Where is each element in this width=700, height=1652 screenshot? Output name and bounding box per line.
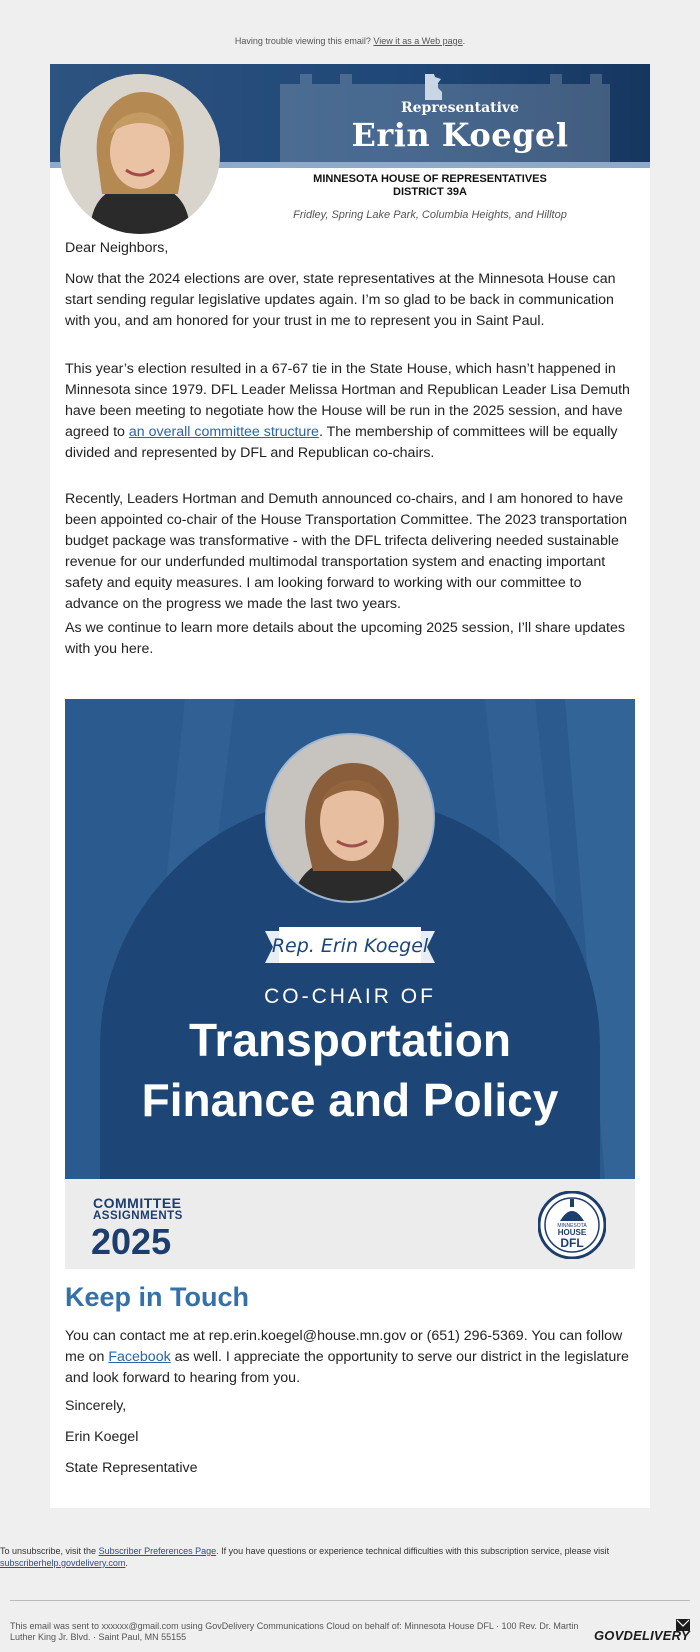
district-towns: Fridley, Spring Lake Park, Columbia Heights, and Hilltop (293, 209, 567, 221)
subscriber-preferences-link[interactable]: Subscriber Preferences Page (98, 1546, 217, 1556)
house-dfl-seal-icon (538, 1191, 606, 1259)
minnesota-state-icon (422, 74, 444, 100)
house-title: MINNESOTA HOUSE OF REPRESENTATIVES (313, 173, 547, 185)
assignments-label: ASSIGNMENTS (93, 1210, 183, 1222)
paragraph-4: As we continue to learn more details about the upcoming 2025 session, I’ll share updates with you here. (65, 620, 625, 657)
district-label: DISTRICT 39A (393, 186, 467, 198)
facebook-link[interactable]: Facebook (108, 1349, 171, 1365)
govdelivery-logo[interactable]: GOVDELIVERY (594, 1628, 690, 1643)
closing: Sincerely, (65, 1398, 127, 1414)
signer-name: Erin Koegel (65, 1429, 139, 1445)
signer-title: State Representative (65, 1460, 198, 1476)
view-web-page-link[interactable]: View it as a Web page (373, 36, 463, 46)
contact-paragraph: You can contact me at rep.erin.koegel@house.mn.gov or (651) 296-5369. You can follow me on Facebook as well. I appreciate the opportunity to serve our district in the legislature and look forward to hearing from you. (65, 1328, 629, 1386)
paragraph-2: This year’s election resulted in a 67-67 tie in the State House, which hasn’t happened in Minnesota since 1979. DFL Leader Melissa Hortman and Republican Leader Lisa Demuth have been meeting to negotiate how the House will be run in the 2025 session, and have agreed to an overall committee structure. The membership of committees will be equally divided and represented by DFL and Republican co-chairs. (65, 361, 630, 461)
svg-text:HOUSE: HOUSE (557, 1228, 587, 1237)
paragraph-1: Now that the 2024 elections are over, state representatives at the Minnesota House can start sending regular legislative updates again. I’m so glad to be back in communication with you, and am honored for your trust in me to represent you in Saint Paul. (65, 271, 616, 329)
paragraph-3: Recently, Leaders Hortman and Demuth announced co-chairs, and I am honored to have been appointed co-chair of the House Transportation Committee. The 2023 transportation budget package was transformative - with the DFL trifecta delivering needed sustainable revenue for our underfunded multimodal transportation system and enacting important safety and equity measures. I am looking forward to working with our committee to advance on the progress we made the last two years. (65, 491, 628, 612)
svg-text:MINNESOTA: MINNESOTA (557, 1223, 587, 1229)
footer-divider (10, 1600, 690, 1601)
ribbon-name: Rep. Erin Koegel (271, 935, 429, 957)
greeting: Dear Neighbors, (65, 240, 169, 256)
committee-label: COMMITTEE (93, 1195, 182, 1211)
sent-to-notice: This email was sent to xxxxxx@gmail.com using GovDelivery Communications Cloud on behalf of: Minnesota House DFL · 100 Rev. Dr. Martin Luther King Jr. Blvd. · Saint Paul, MN 55155 (10, 1621, 579, 1642)
representative-label: Representative (401, 100, 519, 116)
svg-text:DFL: DFL (560, 1236, 584, 1250)
committee-assignments-bar (65, 1179, 635, 1269)
co-chair-label: CO-CHAIR OF (264, 985, 436, 1008)
committee-name-line-1: Transportation (188, 1014, 512, 1066)
representative-name: Erin Koegel (351, 116, 569, 154)
committee-name-line-2: Finance and Policy (141, 1074, 559, 1126)
co-chair-photo (265, 733, 435, 903)
trouble-text: Having trouble viewing this email? (234, 36, 371, 46)
subscriber-help-link[interactable]: subscriberhelp.govdelivery.com (0, 1558, 126, 1568)
assignments-year: 2025 (91, 1221, 172, 1262)
email-card (50, 64, 650, 1508)
representative-portrait (60, 74, 220, 234)
web-view-notice: Having trouble viewing this email? View it as a Web page. (234, 36, 466, 46)
unsubscribe-notice: To unsubscribe, visit the Subscriber Preferences Page. If you have questions or experience technical difficulties with this subscription service, please visit subscriberhelp.govdelivery.com. (0, 1546, 610, 1568)
keep-in-touch-heading: Keep in Touch (65, 1282, 250, 1312)
committee-graphic (65, 699, 635, 1179)
committee-structure-link[interactable]: an overall committee structure (128, 424, 319, 440)
